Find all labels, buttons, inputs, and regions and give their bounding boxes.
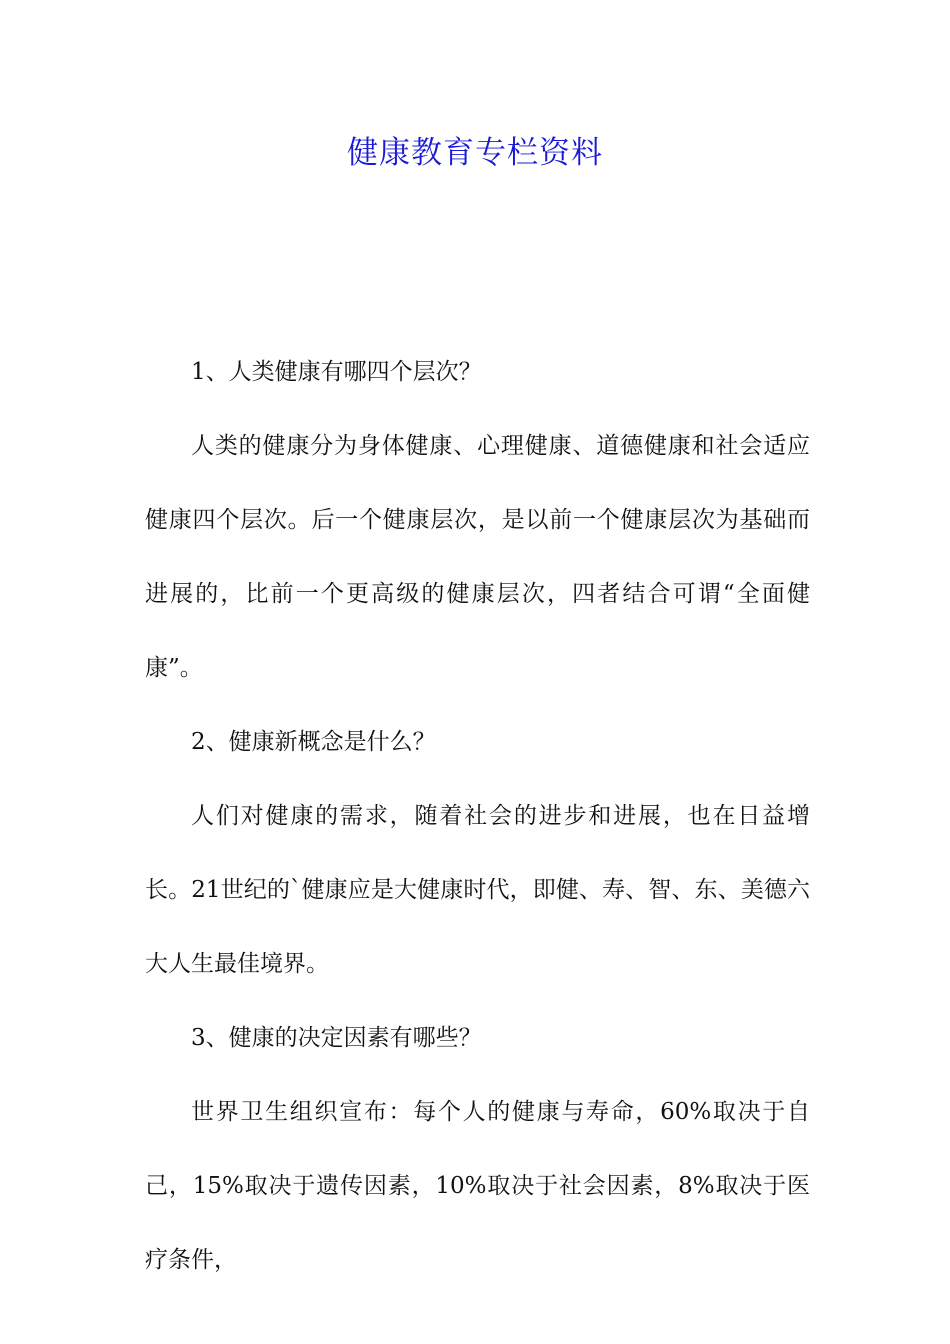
- question-3: 3、健康的决定因素有哪些？: [191, 1025, 482, 1051]
- page-title: 健康教育专栏资料: [347, 135, 603, 171]
- answer-1: 人类的健康分为身体健康、心理健康、道德健康和社会适应健康四个层次。后一个健康层次，是以前一个健康层次为基础而进展的，比前一个更高级的健康层次，四者结合可谓“全面健康”。: [145, 433, 810, 681]
- answer-2: 人们对健康的需求，随着社会的进步和进展，也在日益增长。21世纪的`健康应是大健康时代，即健、寿、智、东、美德六大人生最佳境界。: [145, 803, 810, 977]
- answer-3: 世界卫生组织宣布：每个人的健康与寿命，60%取决于自己，15%取决于遗传因素，10%取决于社会因素，8%取决于医疗条件，: [145, 1099, 810, 1273]
- question-1: 1、人类健康有哪四个层次？: [191, 359, 482, 385]
- document-body: [145, 335, 810, 1297]
- question-2: 2、健康新概念是什么？: [191, 729, 436, 755]
